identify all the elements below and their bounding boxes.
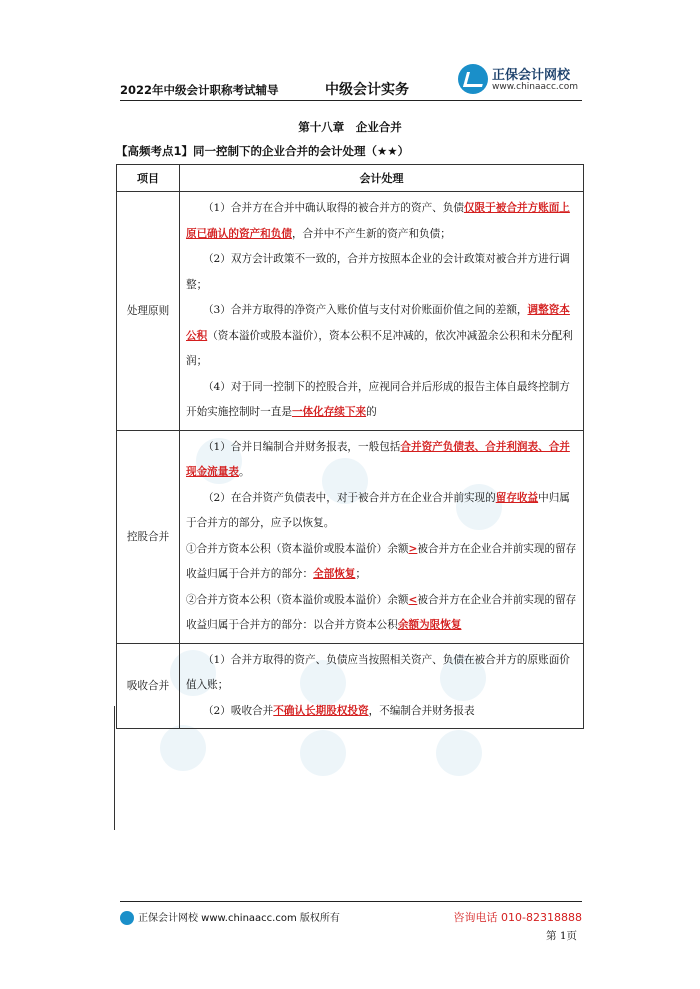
text: （2）吸收合并 xyxy=(202,704,274,717)
footer-copyright xyxy=(120,909,340,925)
text: 被合并方在企业合并前实现的留存收益归属于合并方的部分： xyxy=(186,542,577,580)
page-header xyxy=(120,60,582,100)
paragraph xyxy=(186,486,578,537)
text: ②合并方资本公积（资本溢价或股本溢价）余额 xyxy=(186,593,409,606)
accounting-table xyxy=(116,164,584,729)
highlight-text: 仅限于被合并方账面上原已确认的资产和负债 xyxy=(186,202,570,240)
text: ①合并方资本公积（资本溢价或股本溢价）余额 xyxy=(186,542,409,555)
text: ，合并中不产生新的资产和负债； xyxy=(291,227,451,240)
highlight-text: 留存收益 xyxy=(495,491,539,504)
watermark-logo xyxy=(160,725,206,771)
text: （4）对于同一控制下的控股合并，应视同合并后形成的报告主体自最终控制方开始实施控制时一直是 xyxy=(186,380,570,418)
logo-icon xyxy=(458,64,488,94)
text: ，不编制合并财务报表 xyxy=(368,704,475,717)
paragraph xyxy=(186,699,578,725)
brand-logo xyxy=(458,60,588,100)
highlight-symbol: < xyxy=(408,593,418,606)
paragraph: （2）双方会计政策不一致的，合并方按照本企业的会计政策对被合并方进行调整； xyxy=(186,253,570,291)
watermark-logo xyxy=(436,730,482,776)
text: （3）合并方取得的净资产入账价值与支付对价账面价值之间的差额， xyxy=(202,304,528,316)
paragraph xyxy=(186,537,578,588)
text: （资本溢价或股本溢价），资本公积不足冲减的，依次冲减盈余公积和未分配利润； xyxy=(186,329,573,367)
text: （1）合并方在合并中确认取得的被合并方的资产、负债 xyxy=(202,202,464,214)
paragraph xyxy=(186,298,578,375)
text: 被合并方在企业合并前实现的留存收益归属于合并方的部分：以合并方资本公积 xyxy=(186,593,577,631)
text: （2）在合并资产负债表中，对于被合并方在企业合并前实现的 xyxy=(202,491,496,504)
text: ； xyxy=(355,568,367,580)
row-category: 处理原则 xyxy=(117,192,180,431)
text: （1）合并日编制合并财务报表，一般包括 xyxy=(202,440,401,453)
paragraph xyxy=(186,196,578,247)
paragraph: （1）合并方取得的资产、负债应当按照相关资产、负债在被合并方的原账面价值入账； xyxy=(186,653,570,691)
paragraph xyxy=(186,588,578,639)
row-content xyxy=(180,643,584,729)
margin-line xyxy=(114,706,115,830)
chapter-title: 第十八章 企业合并 xyxy=(298,120,402,134)
text: 的 xyxy=(366,406,377,418)
header-divider xyxy=(120,100,582,101)
paragraph xyxy=(186,375,578,426)
footer-hotline: 咨询电话 010-82318888 xyxy=(453,911,582,924)
row-category: 控股合并 xyxy=(117,430,180,643)
col-item-header: 项目 xyxy=(117,165,180,192)
table-row xyxy=(117,192,584,431)
key-point-title: 【高频考点1】同一控制下的企业合并的会计处理（★★） xyxy=(116,144,410,158)
footer-divider xyxy=(120,901,582,902)
highlight-symbol: > xyxy=(408,542,418,555)
logo-url: www.chinaacc.com xyxy=(492,82,578,92)
paragraph xyxy=(186,435,578,486)
table-row xyxy=(117,643,584,729)
row-content xyxy=(180,192,584,431)
page-number: 第 1页 xyxy=(546,930,578,942)
logo-icon xyxy=(120,911,134,925)
table-header-row xyxy=(117,165,584,192)
highlight-text: 合并资产负债表、合并利润表、合并现金流量表 xyxy=(186,440,570,478)
logo-name: 正保会计网校 xyxy=(492,68,571,83)
highlight-text: 全部恢复 xyxy=(313,568,356,580)
footer-copyright-text: 正保会计网校 www.chinaacc.com 版权所有 xyxy=(138,913,340,924)
page-footer xyxy=(120,905,582,929)
header-exam-title: 2022年中级会计职称考试辅导 xyxy=(120,83,279,97)
header-subject: 中级会计实务 xyxy=(325,82,409,98)
highlight-text: 不确认长期股权投资 xyxy=(273,704,369,717)
table-row xyxy=(117,430,584,643)
highlight-text: 余额为限恢复 xyxy=(397,619,462,631)
col-treatment-header: 会计处理 xyxy=(180,165,584,192)
highlight-text: 一体化存续下来 xyxy=(291,406,367,418)
highlight-text: 调整资本公积 xyxy=(186,304,570,342)
text: 中归属于合并方的部分，应予以恢复。 xyxy=(186,491,570,529)
row-category: 吸收合并 xyxy=(117,643,180,729)
text: 。 xyxy=(238,466,250,478)
watermark-logo xyxy=(300,730,346,776)
row-content xyxy=(180,430,584,643)
